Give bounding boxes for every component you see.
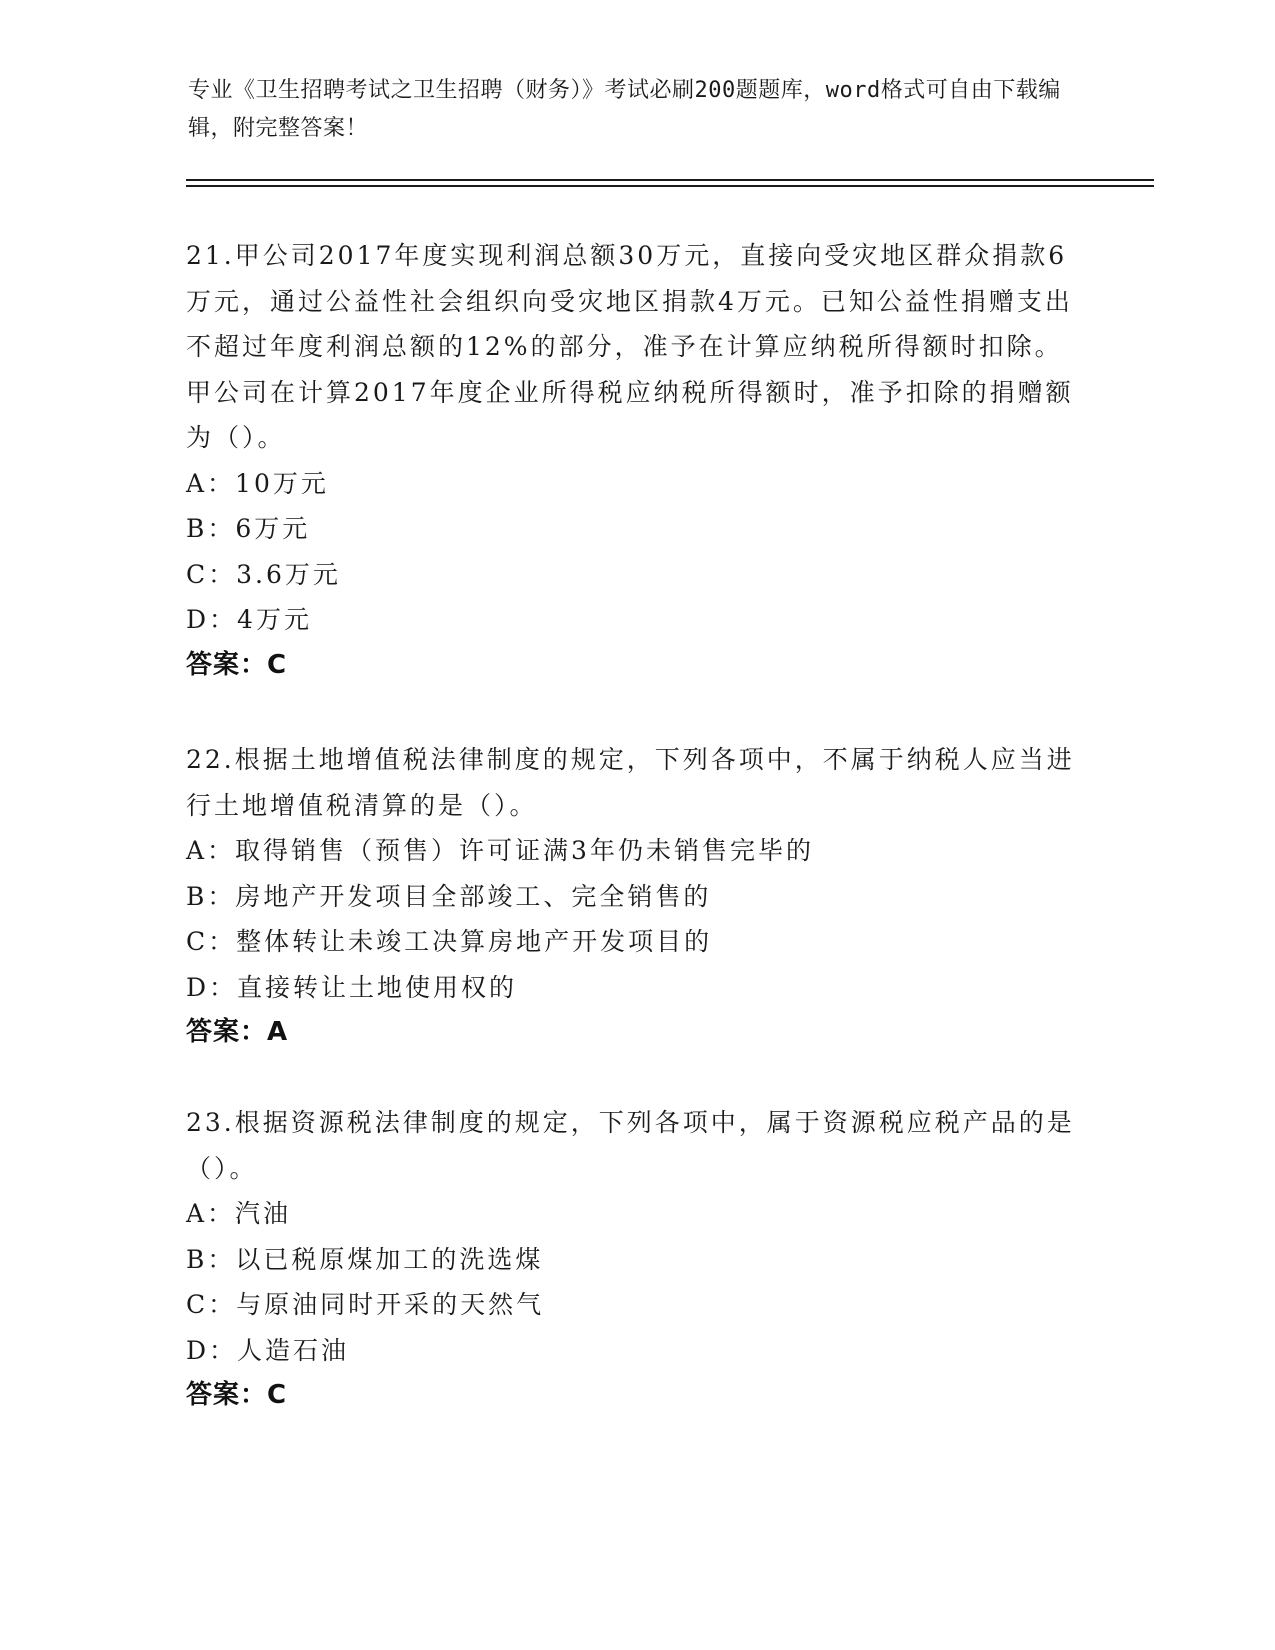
option-c: C：整体转让未竣工决算房地产开发项目的 <box>186 927 713 956</box>
answer: 答案：C <box>186 1380 288 1410</box>
option-d: D：4万元 <box>186 605 312 634</box>
header-divider-top <box>186 179 1154 181</box>
document-header: 专业《卫生招聘考试之卫生招聘（财务）》考试必刷200题题库，word格式可自由下载编辑，附完整答案！ <box>188 78 1061 141</box>
option-a: A：10万元 <box>186 468 329 498</box>
option-b: B：以已税原煤加工的洗选煤 <box>186 1244 544 1274</box>
question-text: 22.根据土地增值税法律制度的规定，下列各项中，不属于纳税人应当进行土地增值税清算的是（）。 <box>186 745 1075 820</box>
answer: 答案：A <box>186 1017 289 1047</box>
option-d: D：人造石油 <box>186 1335 350 1365</box>
answer: 答案：C <box>186 649 288 680</box>
question-23 <box>186 1100 1086 1419</box>
question-text: 23.根据资源税法律制度的规定，下列各项中，属于资源税应税产品的是（）。 <box>186 1108 1075 1183</box>
option-a: A：取得销售（预售）许可证满3年仍未销售完毕的 <box>186 836 814 865</box>
question-text: 21.甲公司2017年度实现利润总额30万元，直接向受灾地区群众捐款6万元，通过公益性社会组织向受灾地区捐款4万元。已知公益性捐赠支出不超过年度利润总额的12%的部分，准予在计算应纳税所得额时扣除。甲公司在计算2017年度企业所得税应纳税所得额时，准予扣除的捐赠额为（）。 <box>186 241 1074 452</box>
option-c: C：3.6万元 <box>186 559 341 589</box>
header-divider-bottom <box>186 185 1154 187</box>
question-22 <box>186 737 1086 1056</box>
option-a: A：汽油 <box>186 1199 292 1228</box>
option-b: B：房地产开发项目全部竣工、完全销售的 <box>186 881 712 911</box>
option-b: B：6万元 <box>186 514 311 543</box>
option-d: D：直接转让土地使用权的 <box>186 972 518 1002</box>
option-c: C：与原油同时开采的天然气 <box>186 1290 545 1319</box>
question-21 <box>186 233 1086 688</box>
